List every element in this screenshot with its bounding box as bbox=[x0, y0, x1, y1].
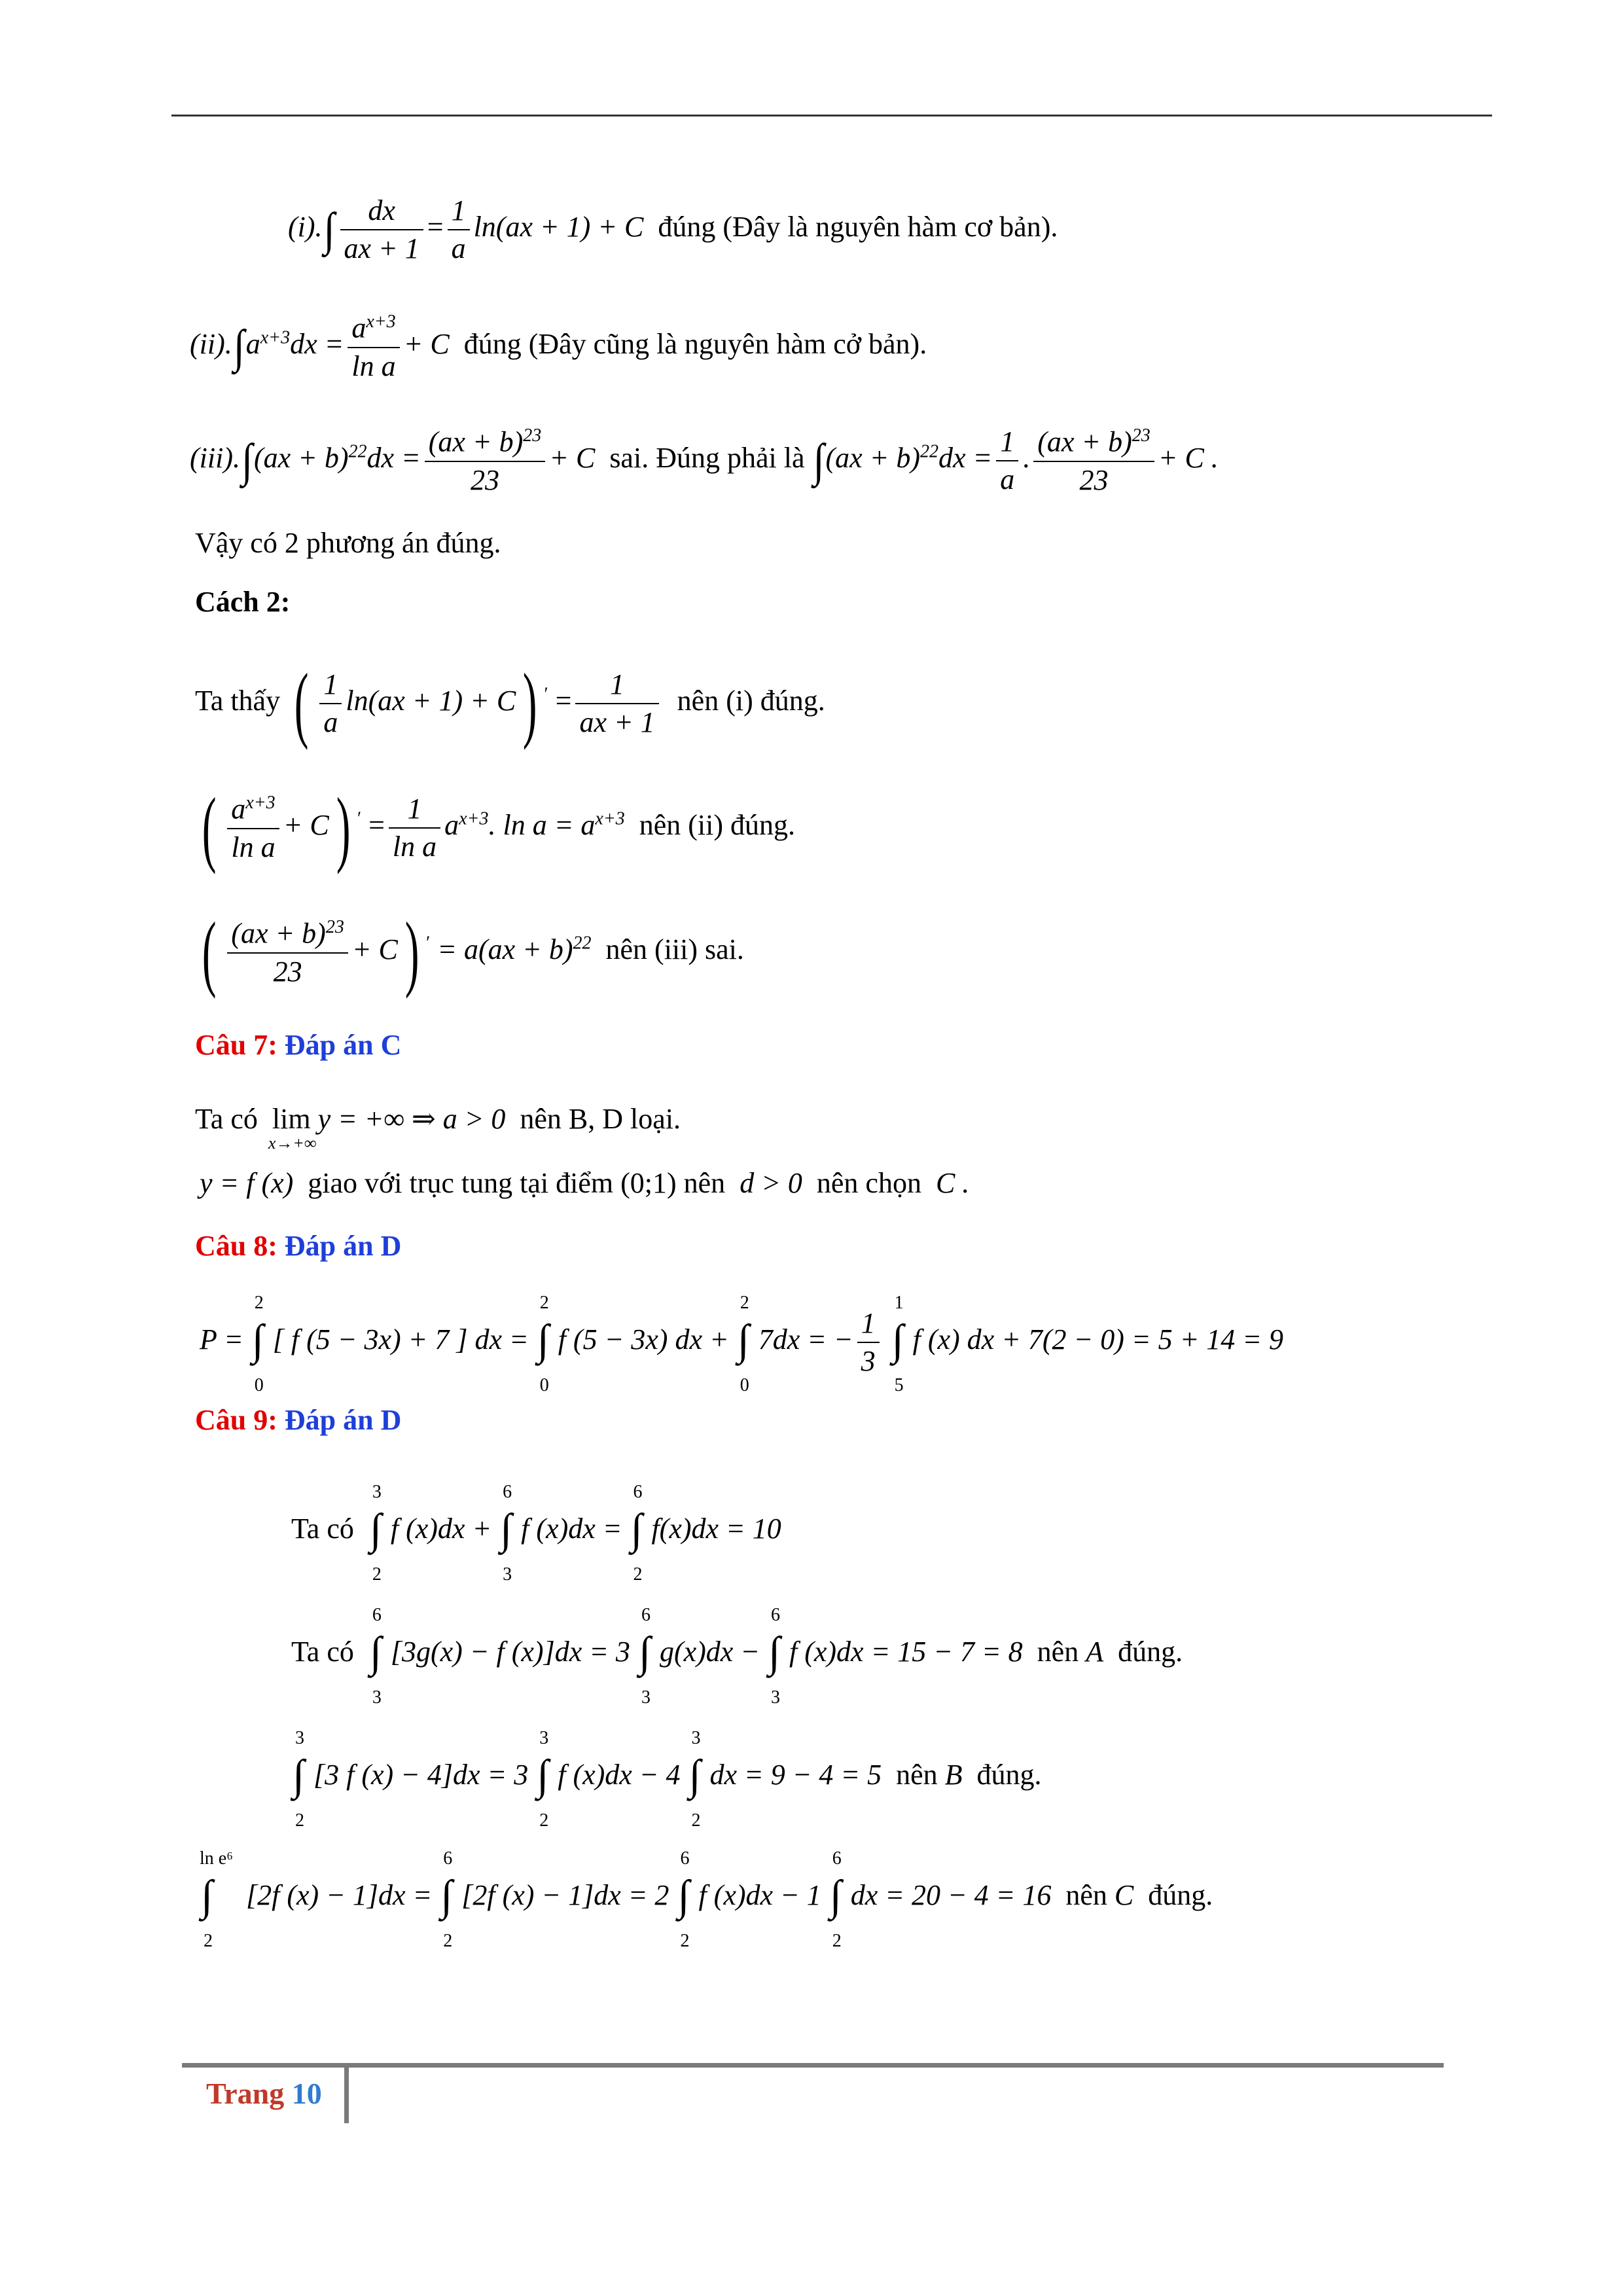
cau7-line2: y = f (x) giao với trục tung tại điểm (0;1) nên d > 0 nên chọn C . bbox=[200, 1167, 970, 1199]
cach2-line3: ( $\frac{(ax + b)^{23}}{23}$ + C) ′ = a(ax + b)$^{22}$ nên (iii) sai. bbox=[202, 905, 744, 999]
integral-icon: ∫ bbox=[813, 435, 825, 486]
cach2-line2: ( $\frac{a^{x+3}}{\text{ln a}}$ + C) ′ = $\frac{1}{\text{ln a}}$ $a^{x+3}$. $\ln a = a^{x+3}$ nên (ii) đúng. bbox=[202, 781, 796, 875]
footer-label: Trang bbox=[206, 2077, 285, 2110]
integral-icon: ∫ 2 0 bbox=[737, 1293, 749, 1395]
line-iii: (iii).∫(ax + b)$^{22}$dx = $\frac{(ax + b)^{23}}{23}$ + C sai. Đúng phải là ∫(ax + b)$^{22}$dx = $\frac{1}{a}$ . $\frac{(ax + b)^{23}}{23}$ + C . bbox=[190, 425, 1219, 496]
cau9-line2: Ta có ∫ 6 3 [3g(x) − f (x)]dx = 3 ∫ 6 3 g(x)dx − ∫ 6 3 f (x)dx = 15 − 7 = 8 nên A đúng. bbox=[291, 1605, 1183, 1708]
right-paren-icon: ) bbox=[404, 905, 419, 999]
conclusion-text: Vậy có 2 phương án đúng. bbox=[195, 527, 501, 559]
integral-icon: ∫ 3 2 bbox=[369, 1482, 382, 1585]
integral-icon: ∫ bbox=[233, 321, 245, 372]
left-paren-icon: ( bbox=[294, 656, 309, 751]
page-footer bbox=[206, 2076, 322, 2111]
line-i: (i).∫ $\frac{dx}{ax + 1}$ = $\frac{1}{a}$ ln(ax + 1) + C đúng (Đây là nguyên hàm cơ bản). bbox=[288, 194, 1058, 264]
cau8-heading: Câu 8: Đáp án D bbox=[195, 1230, 402, 1262]
integral-icon: ∫ 2 0 bbox=[251, 1293, 264, 1395]
right-paren-icon: ) bbox=[336, 781, 351, 875]
integral-icon: ∫ bbox=[323, 204, 335, 256]
cau9-heading: Câu 9: Đáp án D bbox=[195, 1404, 402, 1436]
cach2-line1: Ta thấy ( $\frac{1}{a}$ ln(ax + 1) + C) ′ = $\frac{1}{ax + 1}$ nên (i) đúng. bbox=[195, 656, 825, 751]
footer-divider bbox=[344, 2063, 349, 2123]
line-i-comment: đúng (Đây là nguyên hàm cơ bản). bbox=[658, 211, 1058, 243]
cau9-line4: ∫ ln e⁶ 2 [2f (x) − 1]dx = ∫ 6 2 [2f (x) − 1]dx = 2 ∫ 6 2 f (x)dx − 1 ∫ 6 2 dx = 20 − 4 = 16 nên C đúng. bbox=[200, 1848, 1213, 1951]
cau7-line1: Ta có lim x→+∞ y = +∞ ⇒ a > 0 nên B, D loại. bbox=[195, 1103, 681, 1153]
cau8-formula: P = ∫ 2 0 [ f (5 − 3x) + 7 ] dx = ∫ 2 0 f (5 − 3x) dx + ∫ 2 0 7dx = − $\frac{1}{3}$ ∫ 1 5 f (x) dx + 7(2 − 0) = 5 + 14 = 9 bbox=[200, 1293, 1283, 1395]
cau7-heading: Câu 7: Đáp án C bbox=[195, 1029, 402, 1061]
integral-icon: ∫ 6 2 bbox=[630, 1482, 643, 1585]
line-i-frac: $\frac{dx}{ax + 1}$ bbox=[340, 196, 423, 263]
line-ii: $(ii).\int a^{x+3}dx$ = $\frac{a^{x+3}}{\text{ln a}}$ + C đúng (Đây cũng là nguyên hàm cở bản). bbox=[190, 312, 927, 382]
integral-icon: ∫ 3 2 bbox=[537, 1728, 549, 1831]
footer-rule bbox=[182, 2063, 1444, 2068]
integral-icon: ∫ bbox=[241, 435, 253, 486]
cau9-line3: ∫ 3 2 [3 f (x) − 4]dx = 3 ∫ 3 2 f (x)dx − 4 ∫ 3 2 dx = 9 − 4 = 5 nên B đúng. bbox=[293, 1728, 1042, 1831]
left-paren-icon: ( bbox=[202, 781, 217, 875]
line-i-coef: $\frac{1}{a}$ bbox=[448, 196, 470, 263]
page-number: 10 bbox=[291, 2077, 322, 2110]
integral-icon: ∫ 1 5 bbox=[891, 1293, 904, 1395]
cach2-heading: Cách 2: bbox=[195, 586, 291, 618]
integral-icon: ∫ 6 2 bbox=[440, 1848, 453, 1951]
right-paren-icon: ) bbox=[523, 656, 537, 751]
integral-icon: ∫ 6 3 bbox=[500, 1482, 512, 1585]
integral-icon: ∫ 6 2 bbox=[677, 1848, 690, 1951]
line-i-prefix: (i). bbox=[288, 211, 323, 243]
integral-icon: ∫ 6 2 bbox=[829, 1848, 842, 1951]
integral-icon: ∫ 3 2 bbox=[688, 1728, 701, 1831]
integral-icon: ∫ 3 2 bbox=[293, 1728, 305, 1831]
integral-icon: ∫ 6 3 bbox=[768, 1605, 781, 1708]
integral-icon: ∫ 2 0 bbox=[537, 1293, 549, 1395]
integral-icon: ∫ 6 3 bbox=[369, 1605, 382, 1708]
integral-icon: ∫ 6 3 bbox=[638, 1605, 651, 1708]
cau9-line1: Ta có ∫ 3 2 f (x)dx + ∫ 6 3 f (x)dx = ∫ 6 2 f(x)dx = 10 bbox=[291, 1482, 781, 1585]
header-rule bbox=[171, 115, 1492, 117]
integral-icon: ∫ ln e⁶ 2 bbox=[200, 1848, 233, 1951]
left-paren-icon: ( bbox=[202, 905, 217, 999]
